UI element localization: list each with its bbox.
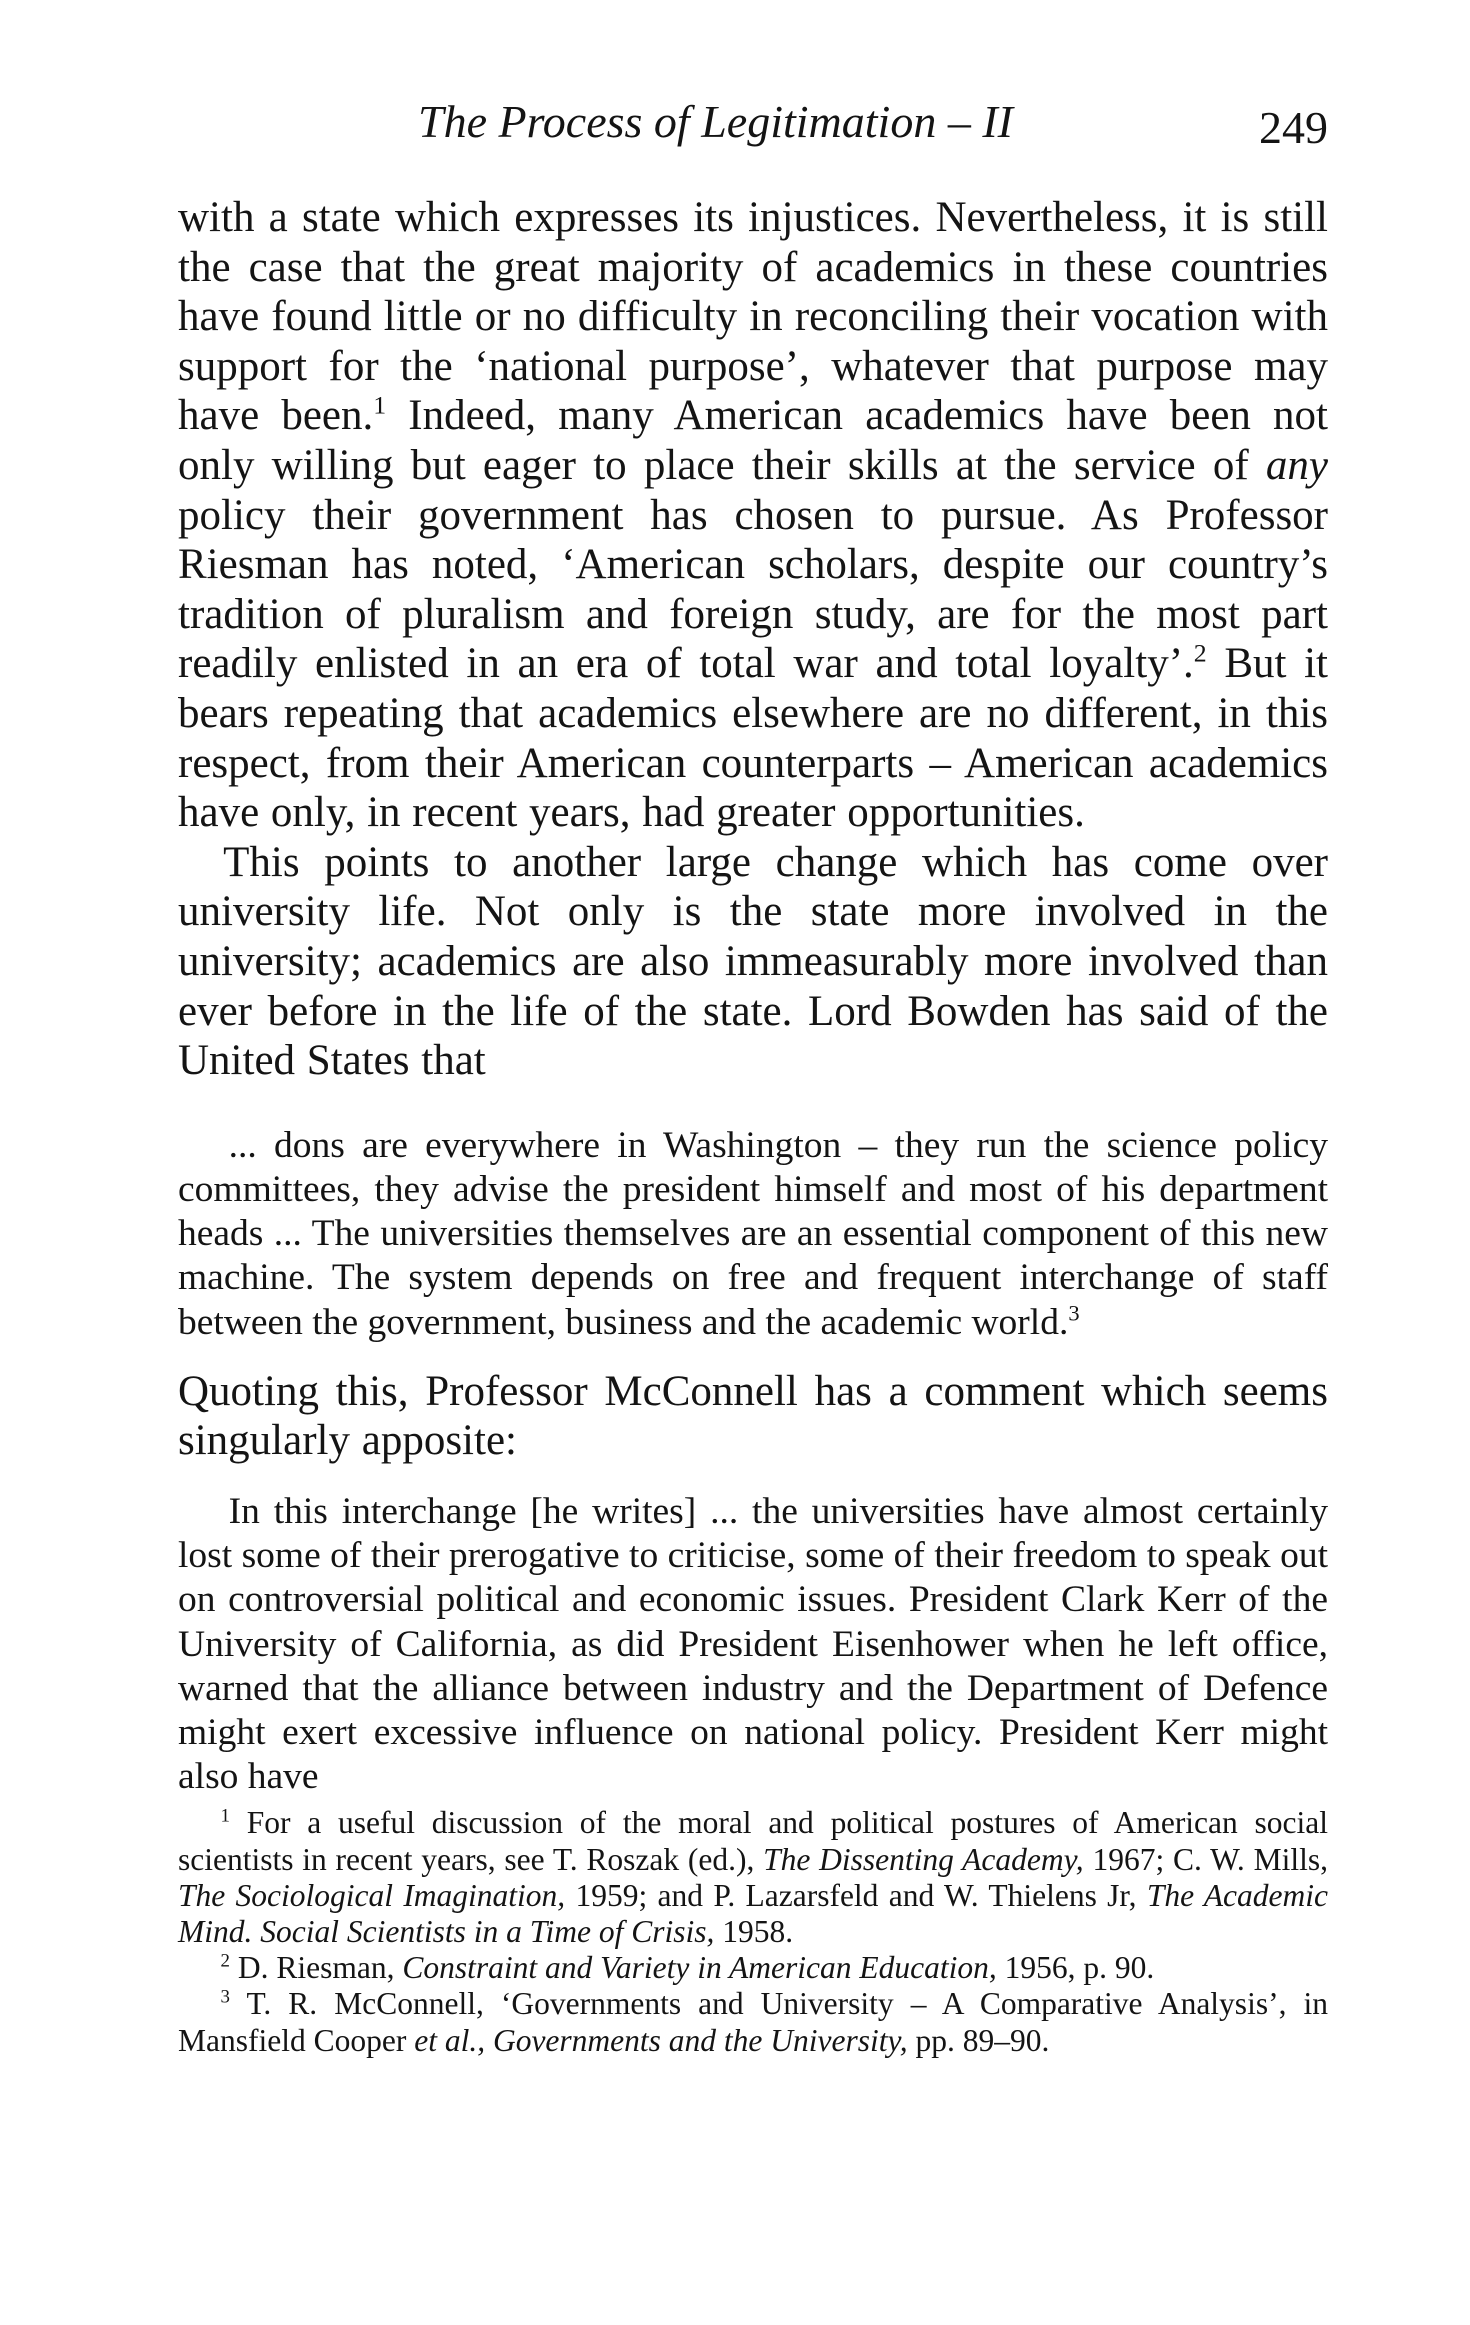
- footnote-2-text: 1956, p. 90.: [996, 1950, 1155, 1986]
- page-number: 249: [1259, 102, 1328, 153]
- footnote-3-text: T. R. McConnell, ‘Governments and University – A Comparative Analysis’, in Mansfield Cooper: [178, 1986, 1328, 2058]
- paragraph-1-text-d: But it bears repeating that academics elsewhere are no different, in this respect, from their American counterparts – American academics have only, in recent years, had greater opportunities.: [178, 640, 1328, 837]
- running-title: The Process of Legitimation – II: [418, 96, 1013, 147]
- footnote-2-text: D. Riesman,: [237, 1950, 403, 1986]
- footnote-1-title-dissenting-academy: The Dissenting Academy,: [763, 1841, 1084, 1877]
- footnote-3-text: pp. 89–90.: [907, 2022, 1050, 2058]
- paragraph-1-text-b: Indeed, many American academics have been not only willing but eager to place their skills at the service of: [178, 392, 1329, 489]
- footnote-1-text: 1958.: [714, 1913, 794, 1949]
- emphasis-any: any: [1265, 441, 1328, 489]
- paragraph-3: Quoting this, Professor McConnell has a comment which seems singularly apposite:: [178, 1367, 1328, 1465]
- paragraph-1-text-c: policy their government has chosen to pursue. As Professor Riesman has noted, ‘American scholars, despite our country’s tradition of pluralism and foreign study, are for the most part readily enlisted in an era of total war and total loyalty’.: [178, 491, 1328, 688]
- footnote-3: [178, 1986, 1328, 2058]
- footnote-reference-3: 3: [1068, 1300, 1080, 1325]
- paragraph-1: [178, 193, 1328, 838]
- block-quote-mcconnell: In this interchange [he writes] ... the universities have almost certainly lost some of their prerogative to criticise, some of their freedom to speak out on controversial political and economic issues. President Clark Kerr of the University of California, as did President Eisenhower when he left office, warned that the alliance between industry and the Department of Defence might exert excessive influence on national policy. President Kerr might also have: [178, 1490, 1328, 1798]
- footnote-reference-2: 2: [1193, 639, 1207, 669]
- paragraph-2: This points to another large change which has come over university life. Not only is the state more involved in the university; academics are also immeasurably more involved than ever before in the life of the state. Lord Bowden has said of the United States that: [178, 838, 1328, 1085]
- footnote-2: [178, 1950, 1328, 1986]
- footnote-1-text: 1959; and P. Lazarsfeld and W. Thielens Jr,: [565, 1877, 1147, 1913]
- footnote-1-mark: 1: [220, 1805, 230, 1827]
- block-quote-bowden: [178, 1124, 1328, 1345]
- page-body: [178, 193, 1328, 2059]
- page-header: [178, 92, 1328, 162]
- footnotes: [178, 1805, 1328, 2058]
- footnote-1-text: For a useful discussion of the moral and political postures of American social scientists in recent years, see T. Roszak (ed.),: [178, 1805, 1329, 1877]
- block-quote-bowden-text: ... dons are everywhere in Washington – they run the science policy committees, they advise the president himself and most of his department heads ... The universities themselves are an essential component of this new machine. The system depends on free and frequent interchange of staff between the government, business and the academic world.: [178, 1124, 1328, 1343]
- paragraph-1-text-a: with a state which expresses its injustices. Nevertheless, it is still the case that the great majority of academics in these countries have found little or no difficulty in reconciling their vocation with support for the ‘national purpose’, whatever that purpose may have been.: [178, 194, 1328, 440]
- footnote-1: [178, 1805, 1328, 1950]
- footnote-2-title: Constraint and Variety in American Education,: [402, 1950, 997, 1986]
- footnote-1-title-sociological-imagination: The Sociological Imagination,: [178, 1877, 566, 1913]
- footnote-reference-1: 1: [373, 391, 387, 421]
- footnote-1-title-academic-mind: The Academic Mind. Social Scientists in a Time of Crisis,: [178, 1877, 1328, 1949]
- footnote-1-text: 1967; C. W. Mills,: [1083, 1841, 1328, 1877]
- footnote-3-mark: 3: [220, 1986, 230, 2008]
- footnote-2-mark: 2: [220, 1950, 230, 1972]
- footnote-3-title: et al., Governments and the University,: [414, 2022, 908, 2058]
